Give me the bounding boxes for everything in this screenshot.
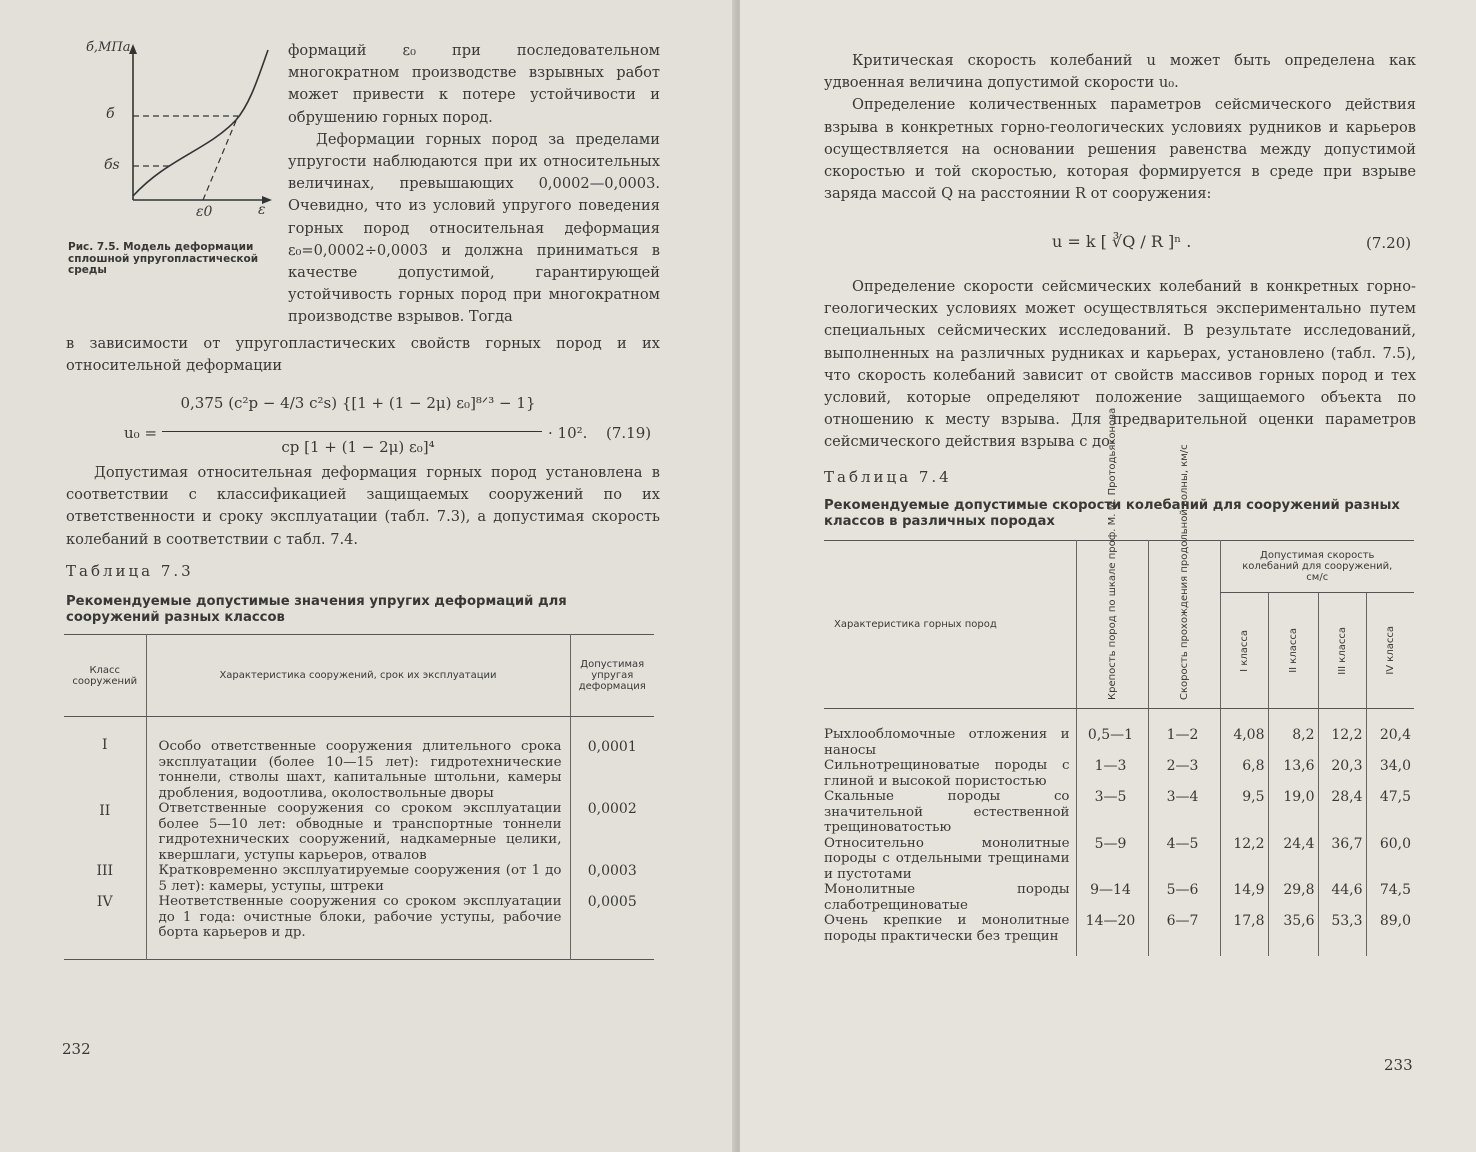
formula-7-20-number: (7.20) xyxy=(1366,234,1412,252)
row-c2: 8,2 xyxy=(1268,709,1318,759)
row-text: Особо ответственные сооружения длительного срока эксплуатации (более 10—15 лет): гидротехнические тоннели, стволы шахт, капитальные штольни, камеры дробления, водоотлива, околоствольные дворы xyxy=(146,717,570,802)
table-row xyxy=(824,758,1414,789)
table-7-4-label: Таблица 7.4 xyxy=(824,468,952,486)
formula-7-19-number: (7.19) xyxy=(606,424,652,442)
row-c4: 89,0 xyxy=(1366,913,1414,956)
row-rock: Очень крепкие и монолитные породы практически без трещин xyxy=(824,913,1070,944)
row-class: II xyxy=(99,803,111,819)
row-c4: 60,0 xyxy=(1366,836,1414,883)
wrap-text-block xyxy=(288,40,660,329)
header-wave-speed-text: Скорость прохождения продольной волны, км/с xyxy=(1178,443,1190,700)
formula-7-19-numerator: 0,375 (c²p − 4/3 c²s) {[1 + (1 − 2μ) ε₀]⁸ᐟ³ − 1} xyxy=(180,394,536,412)
page-number-right: 233 xyxy=(1384,1056,1413,1074)
row-value: 0,0003 xyxy=(570,863,654,894)
header-strength-text: Крепость пород по шкале проф. М. М. Протодьяконова xyxy=(1106,407,1118,700)
formula-7-19-multiplier: · 10². xyxy=(548,424,588,442)
row-c3: 36,7 xyxy=(1318,836,1366,883)
row-strength: 5—9 xyxy=(1076,836,1148,883)
row-c1: 12,2 xyxy=(1220,836,1268,883)
row-wave: 2—3 xyxy=(1148,758,1220,789)
stress-strain-figure xyxy=(78,38,278,223)
row-c1: 6,8 xyxy=(1220,758,1268,789)
table-row xyxy=(824,882,1414,913)
table-row xyxy=(824,709,1414,759)
table-row xyxy=(64,894,654,959)
wrap-paragraph-2: Деформации горных пород за пределами упругости наблюдаются при их относительных величинах, превышающих 0,0002—0,0003. Очевидно, что из условий упругого поведения горных пород относительная деформация ε₀=0,0002÷0,0003 и должна приниматься в качестве допустимой, гарантирующей устойчивость горных пород при многократном производстве взрывов. Тогда xyxy=(288,130,660,326)
row-strength: 9—14 xyxy=(1076,882,1148,913)
row-c4: 74,5 xyxy=(1366,882,1414,913)
paragraph-after-formula: Допустимая относительная деформация горных пород установлена в соответствии с классификацией защищаемых сооружений по их ответственности и сроку эксплуатации (табл. 7.3), а допустимая скорость колебаний в соответствии с табл. 7.4. xyxy=(66,464,660,548)
row-c2: 35,6 xyxy=(1268,913,1318,956)
row-value: 0,0005 xyxy=(570,894,654,959)
table-7-3-label: Таблица 7.3 xyxy=(66,562,194,580)
table-7-3-title: Рекомендуемые допустимые значения упругих деформаций для сооружений разных классов xyxy=(66,594,567,625)
page-number-left: 232 xyxy=(62,1040,91,1058)
row-wave: 3—4 xyxy=(1148,789,1220,836)
wrap-paragraph-1: формаций ε₀ при последовательном многократном производстве взрывных работ может привести к потере устойчивости и обрушению горных пород. xyxy=(288,42,660,126)
row-c2: 19,0 xyxy=(1268,789,1318,836)
header-strength xyxy=(1076,407,1148,709)
row-wave: 4—5 xyxy=(1148,836,1220,883)
table-row xyxy=(824,789,1414,836)
header-class: Класс сооружений xyxy=(64,635,146,717)
formula-7-19-denominator: cp [1 + (1 − 2μ) ε₀]⁴ xyxy=(281,438,435,456)
figure-y-tick-upper: б̄ xyxy=(106,106,115,122)
row-rock: Сильнотрещиноватые породы с глиной и высокой пористостью xyxy=(824,758,1070,789)
row-c3: 28,4 xyxy=(1318,789,1366,836)
right-paragraph-2: Определение количественных параметров сейсмического действия взрыва в конкретных горно-геологических условиях рудников и карьеров осуществляется на основании решения равенства между допустимой скоростью и той скоростью, которая формируется в среде при взрыве заряда массой Q на расстоянии R от сооружения: xyxy=(824,96,1416,203)
right-paragraph-3: Определение скорости сейсмических колебаний в конкретных горно-геологических условиях может осуществляться экспериментально путем специальных сейсмических исследований. В результате исследований, выполненных на различных рудниках и карьерах, установлено (табл. 7.5), что скорость колебаний зависит от свойств массивов горных пород и тех условий, которые определяют положение защищаемого объекта по отношению к месту взрыва. Для предварительной оценки параметров сейсмического действия взрыва с до- xyxy=(824,278,1416,451)
header-class-3-text: III класса xyxy=(1336,626,1348,675)
header-class-3 xyxy=(1318,593,1366,709)
row-c4: 47,5 xyxy=(1366,789,1414,836)
row-c4: 34,0 xyxy=(1366,758,1414,789)
row-value: 0,0002 xyxy=(570,801,654,863)
table-row xyxy=(64,801,654,863)
row-c1: 4,08 xyxy=(1220,709,1268,759)
right-text-top xyxy=(824,50,1416,205)
formula-7-19-fraction-bar xyxy=(162,431,542,432)
row-c1: 14,9 xyxy=(1220,882,1268,913)
header-class-4-text: IV класса xyxy=(1384,626,1396,675)
row-value: 0,0001 xyxy=(570,717,654,802)
figure-caption: Рис. 7.5. Модель деформации сплошной упругопластической среды xyxy=(68,241,259,276)
row-class: IV xyxy=(96,894,113,910)
row-c2: 13,6 xyxy=(1268,758,1318,789)
row-strength: 1—3 xyxy=(1076,758,1148,789)
row-c1: 9,5 xyxy=(1220,789,1268,836)
figure-y-tick-lower: бs xyxy=(104,157,120,173)
row-text: Ответственные сооружения со сроком эксплуатации более 5—10 лет: обводные и транспортные тоннели гидротехнических сооружений, надкамерные целики, квершлаги, уступы карьеров, отвалов xyxy=(146,801,570,863)
row-text: Неответственные сооружения со сроком эксплуатации до 1 года: очистные блоки, рабочие уступы, рабочие борта карьеров и др. xyxy=(146,894,570,959)
row-strength: 3—5 xyxy=(1076,789,1148,836)
header-class-2-text: II класса xyxy=(1287,628,1299,673)
table-row xyxy=(824,836,1414,883)
row-c3: 12,2 xyxy=(1318,709,1366,759)
row-wave: 1—2 xyxy=(1148,709,1220,759)
row-class: I xyxy=(101,737,108,753)
table-row xyxy=(824,913,1414,956)
formula-7-20: u = k [ ∛Q / R ]ⁿ . xyxy=(1052,232,1192,251)
row-c2: 29,8 xyxy=(1268,882,1318,913)
table-7-3 xyxy=(64,634,654,960)
header-allowed-speed: Допустимая скорость колебаний для сооружений, см/с xyxy=(1220,541,1414,593)
figure-y-label: б,МПа xyxy=(86,40,131,55)
table-row xyxy=(64,717,654,802)
header-class-2 xyxy=(1268,593,1318,709)
row-rock: Относительно монолитные породы с отдельными трещинами и пустотами xyxy=(824,835,1070,882)
table-7-4-title: Рекомендуемые допустимые скорости колебаний для сооружений разных классов в различных породах xyxy=(824,498,1400,529)
row-c3: 44,6 xyxy=(1318,882,1366,913)
row-strength: 0,5—1 xyxy=(1076,709,1148,759)
row-class: III xyxy=(96,863,114,879)
row-rock: Монолитные породы слаботрещиноватые xyxy=(824,882,1070,913)
row-rock: Скальные породы со значительной естественной трещиноватостью xyxy=(824,789,1070,835)
right-paragraph-1: Критическая скорость колебаний u может быть определена как удвоенная величина допустимой скорости u₀. xyxy=(824,52,1416,92)
full-paragraph: в зависимости от упругопластических свойств горных пород и их относительной деформации xyxy=(66,335,660,375)
row-c3: 53,3 xyxy=(1318,913,1366,956)
row-c1: 17,8 xyxy=(1220,913,1268,956)
header-class-1 xyxy=(1220,593,1268,709)
row-c4: 20,4 xyxy=(1366,709,1414,759)
right-page xyxy=(740,0,1476,1152)
row-c3: 20,3 xyxy=(1318,758,1366,789)
header-class-1-text: I класса xyxy=(1238,629,1250,672)
header-deformation: Допустимая упругая деформация xyxy=(570,635,654,717)
left-page xyxy=(0,0,736,1152)
header-class-4 xyxy=(1366,593,1414,709)
row-c2: 24,4 xyxy=(1268,836,1318,883)
figure-x-tick: ε0 xyxy=(196,204,213,220)
row-rock: Рыхлообломочные отложения и наносы xyxy=(824,727,1070,758)
header-wave-speed xyxy=(1148,443,1220,709)
header-rock: Характеристика горных пород xyxy=(824,541,1076,709)
row-wave: 6—7 xyxy=(1148,913,1220,956)
figure-x-label: ε xyxy=(258,202,266,218)
header-characteristics: Характеристика сооружений, срок их эксплуатации xyxy=(146,635,570,717)
table-row xyxy=(64,863,654,894)
formula-7-19-lhs: u₀ = xyxy=(124,424,158,442)
row-wave: 5—6 xyxy=(1148,882,1220,913)
row-text: Кратковременно эксплуатируемые сооружения (от 1 до 5 лет): камеры, уступы, штреки xyxy=(146,863,570,894)
row-strength: 14—20 xyxy=(1076,913,1148,956)
